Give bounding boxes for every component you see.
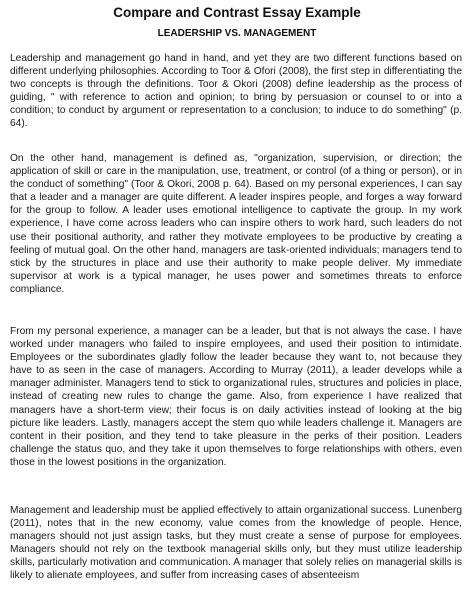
document-title: Compare and Contrast Essay Example (113, 5, 361, 20)
essay-heading: LEADERSHIP VS. MANAGEMENT (157, 28, 317, 39)
paragraph-2: On the other hand, management is defined as, "organization, supervision, or direction; the application of skill or care in the manipulation, use, treatment, or control (of a thing or person), or in the conduct of something" (Toor & Okori, 2008 p. 64). Based on my personal experiences, I can say that a leader and a manager are quite different. A leader inspires people, and forges a way forward for the group to follow. A leader uses emotional intelligence to captivate the group. In my work experience, I have come across leaders who can inspire others to work hard, such leaders do not use their positional authority, and rather they motivate employees to be productive by creating a feeling of mutual goal. On the other hand, managers are task-oriented individuals; managers tend to stick by the structures in place and use their authority to make people deliver. My immediate supervisor at work is a typical manager, he uses power and sometimes threats to enforce compliance. (10, 153, 462, 295)
paragraph-3: From my personal experience, a manager can be a leader, but that is not always the case. I have worked under managers who failed to inspire employees, and used their position to intimidate. Employees or the subordinates gladly follow the leader because they want to, not because they have to as seen in the case of managers. According to Murray (2011), a leader develops while a manager administer. Managers tend to stick to organizational rules, structures and policies in place, instead of creating new rules to change the game. Also, from experience I have realized that managers have a short-term view; their focus is on daily activities instead of looking at the big picture like leaders. Lastly, managers accept the stem quo while leaders challenge it. Managers are content in their position, and they tend to take pleasure in the perks of their position. Leaders challenge the status quo, and they take it upon themselves to forge relationships with others, even those in the lowest positions in the organization. (10, 326, 462, 468)
paragraph-4: Management and leadership must be applied effectively to attain organizational success. Lunenberg (2011), notes that in the new economy, value comes from the knowledge of people. Hence, managers should not just assign tasks, but they must create a sense of purpose for employees. Managers should not rely on the textbook managerial skills only, but they must utilize leadership skills, particularly motivation and communication. A manager that solely relies on managerial skills is likely to alienate employees, and suffer from increasing cases of absenteeism (10, 505, 462, 582)
paragraph-1: Leadership and management go hand in hand, and yet they are two different functions based on different underlying philosophies. According to Toor & Ofori (2008), the first step in differentiating the two concepts is through the definitions. Toor & Okori (2008) define leadership as the process of guiding, " with reference to action and opinion; to bring by persuasion or counsel to or into a condition; to conduct by argument or representation to a conclusion; to induce to do something" (p. 64). (10, 53, 462, 130)
